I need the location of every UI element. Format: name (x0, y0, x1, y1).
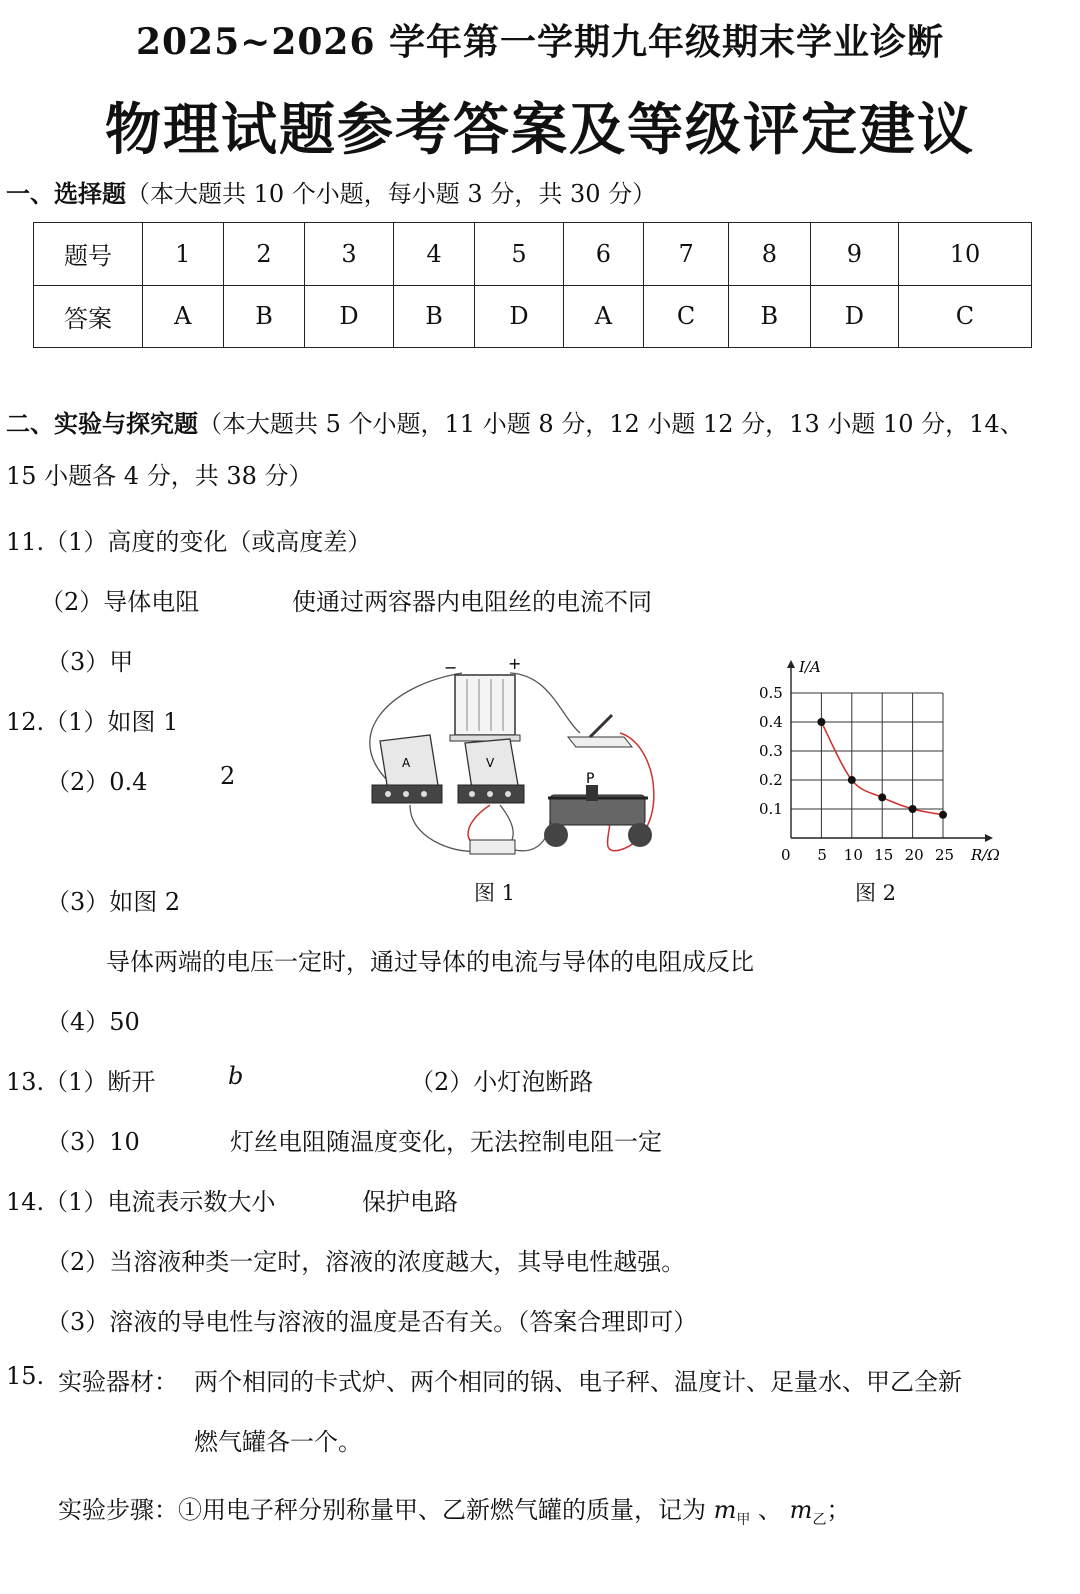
table-cell: 3 (305, 223, 393, 286)
table-cell: 8 (728, 223, 810, 286)
table-cell: 6 (563, 223, 644, 286)
circuit-figure (350, 655, 670, 870)
y-tick-label: 0.1 (759, 800, 783, 818)
table-cell: 4 (393, 223, 475, 286)
data-point (878, 793, 886, 801)
table-cell: C (898, 285, 1031, 348)
data-point (817, 718, 825, 726)
table-cell: 2 (223, 223, 305, 286)
row-label-answer: 答案 (34, 285, 143, 348)
row-label-number: 题号 (34, 223, 143, 286)
table-row-numbers (34, 223, 1032, 286)
q13-part3a: （3）10 (46, 1128, 140, 1156)
mass-symbol-1: m (713, 1496, 737, 1524)
q12-part2b: 2 (220, 762, 236, 790)
y-axis-arrow (787, 660, 795, 668)
q12-part1: 12.（1）如图 1 (6, 708, 179, 736)
table-row-answers (34, 285, 1032, 348)
q14-part2: （2）当溶液种类一定时，溶液的浓度越大，其导电性越强。 (46, 1248, 686, 1276)
q14-part3: （3）溶液的导电性与溶液的温度是否有关。（答案合理即可） (46, 1308, 698, 1336)
voltmeter-icon (458, 739, 524, 803)
table-cell: B (728, 285, 810, 348)
section2-heading: 二、实验与探究题 (6, 410, 198, 438)
q11-part2a: （2）导体电阻 (40, 588, 200, 616)
voltmeter-letter: V (486, 756, 495, 770)
q13-part3b: 灯丝电阻随温度变化，无法控制电阻一定 (230, 1128, 662, 1156)
data-point (848, 776, 856, 784)
mass-sub-2: 乙 (812, 1511, 827, 1528)
x-tick-label: 10 (843, 846, 863, 864)
table-cell: B (223, 285, 305, 348)
data-point (939, 811, 947, 819)
table-cell: A (563, 285, 644, 348)
q15-step-line (58, 1490, 850, 1529)
title-line2: 物理试题参考答案及等级评定建议 (105, 97, 975, 163)
q11-part1: 11.（1）高度的变化（或高度差） (6, 528, 372, 556)
ir-chart (755, 655, 1020, 870)
slider-label: P (586, 771, 595, 787)
q15-text2: 燃气罐各一个。 (194, 1428, 362, 1456)
q11-part3: （3）甲 (46, 648, 134, 676)
x-axis-arrow (985, 834, 993, 842)
x-tick-label: 25 (935, 846, 955, 864)
table-cell: B (393, 285, 475, 348)
table-cell: D (305, 285, 393, 348)
q12-part3: （3）如图 2 (46, 888, 181, 916)
x-tick-label: 15 (874, 846, 894, 864)
battery-plus: + (508, 655, 522, 673)
q15-number: 15. (6, 1362, 45, 1390)
section2-heading-line (6, 404, 1024, 439)
section1-heading-line (6, 174, 656, 209)
table-cell: C (644, 285, 729, 348)
mass-symbol-2: m (789, 1496, 813, 1524)
ammeter-letter: A (402, 756, 411, 770)
figure2-caption: 图 2 (855, 881, 897, 905)
q11-part2b: 使通过两容器内电阻丝的电流不同 (292, 588, 652, 616)
y-tick-label: 0.4 (759, 713, 783, 731)
table-cell: 7 (644, 223, 729, 286)
x-tick-label: 5 (817, 846, 827, 864)
table-cell: D (475, 285, 563, 348)
q15-text1: 两个相同的卡式炉、两个相同的锅、电子秤、温度计、足量水、甲乙全新 (194, 1368, 962, 1396)
q13-part1a: 13.（1）断开 (6, 1068, 156, 1096)
y-tick-label: 0.5 (759, 684, 783, 702)
table-cell: 10 (898, 223, 1031, 286)
q14-part1a: 14.（1）电流表示数大小 (6, 1188, 276, 1216)
separator: 、 (750, 1496, 790, 1524)
section1-heading: 一、选择题 (6, 180, 126, 208)
figure1-caption: 图 1 (474, 881, 516, 905)
answer-table (33, 222, 1032, 348)
section1-note: （本大题共 10 个小题，每小题 3 分，共 30 分） (126, 180, 657, 208)
section2-note-line2: 15 小题各 4 分，共 38 分） (6, 462, 313, 490)
q15-step-label: 实验步骤： (58, 1496, 178, 1524)
table-cell: A (143, 285, 224, 348)
y-tick-label: 0.3 (759, 742, 783, 760)
q13-part1b: b (228, 1062, 244, 1090)
y-tick-label: 0.2 (759, 771, 783, 789)
x-axis-label: R/Ω (971, 846, 1000, 864)
q15-label: 实验器材： (58, 1368, 178, 1396)
battery-minus: − (444, 658, 458, 677)
rheostat-icon (544, 785, 652, 847)
x-tick-label: 0 (781, 846, 791, 864)
table-cell: 9 (810, 223, 898, 286)
table-cell: 5 (475, 223, 563, 286)
title-line1: 2025~2026 学年第一学期九年级期末学业诊断 (135, 21, 945, 63)
y-axis-label: I/A (799, 658, 821, 676)
step-end: ； (826, 1496, 851, 1524)
q12-part4: （4）50 (46, 1008, 140, 1036)
battery-icon (450, 675, 520, 741)
q12-part3-text: 导体两端的电压一定时，通过导体的电流与导体的电阻成反比 (106, 948, 754, 976)
q13-part1c: （2）小灯泡断路 (410, 1068, 594, 1096)
q14-part1b: 保护电路 (362, 1188, 458, 1216)
section2-note: （本大题共 5 个小题，11 小题 8 分，12 小题 12 分，13 小题 10 分，14、 (198, 410, 1024, 438)
data-point (909, 805, 917, 813)
resistor-icon (470, 840, 515, 854)
q15-step-text: ①用电子秤分别称量甲、乙新燃气罐的质量，记为 (178, 1496, 706, 1524)
x-tick-label: 20 (904, 846, 924, 864)
table-cell: 1 (143, 223, 224, 286)
q13-part1b-wrap (228, 1062, 243, 1090)
q12-part2a: （2）0.4 (46, 768, 148, 796)
mass-sub-1: 甲 (736, 1511, 751, 1528)
table-cell: D (810, 285, 898, 348)
chart-grid (791, 693, 943, 838)
